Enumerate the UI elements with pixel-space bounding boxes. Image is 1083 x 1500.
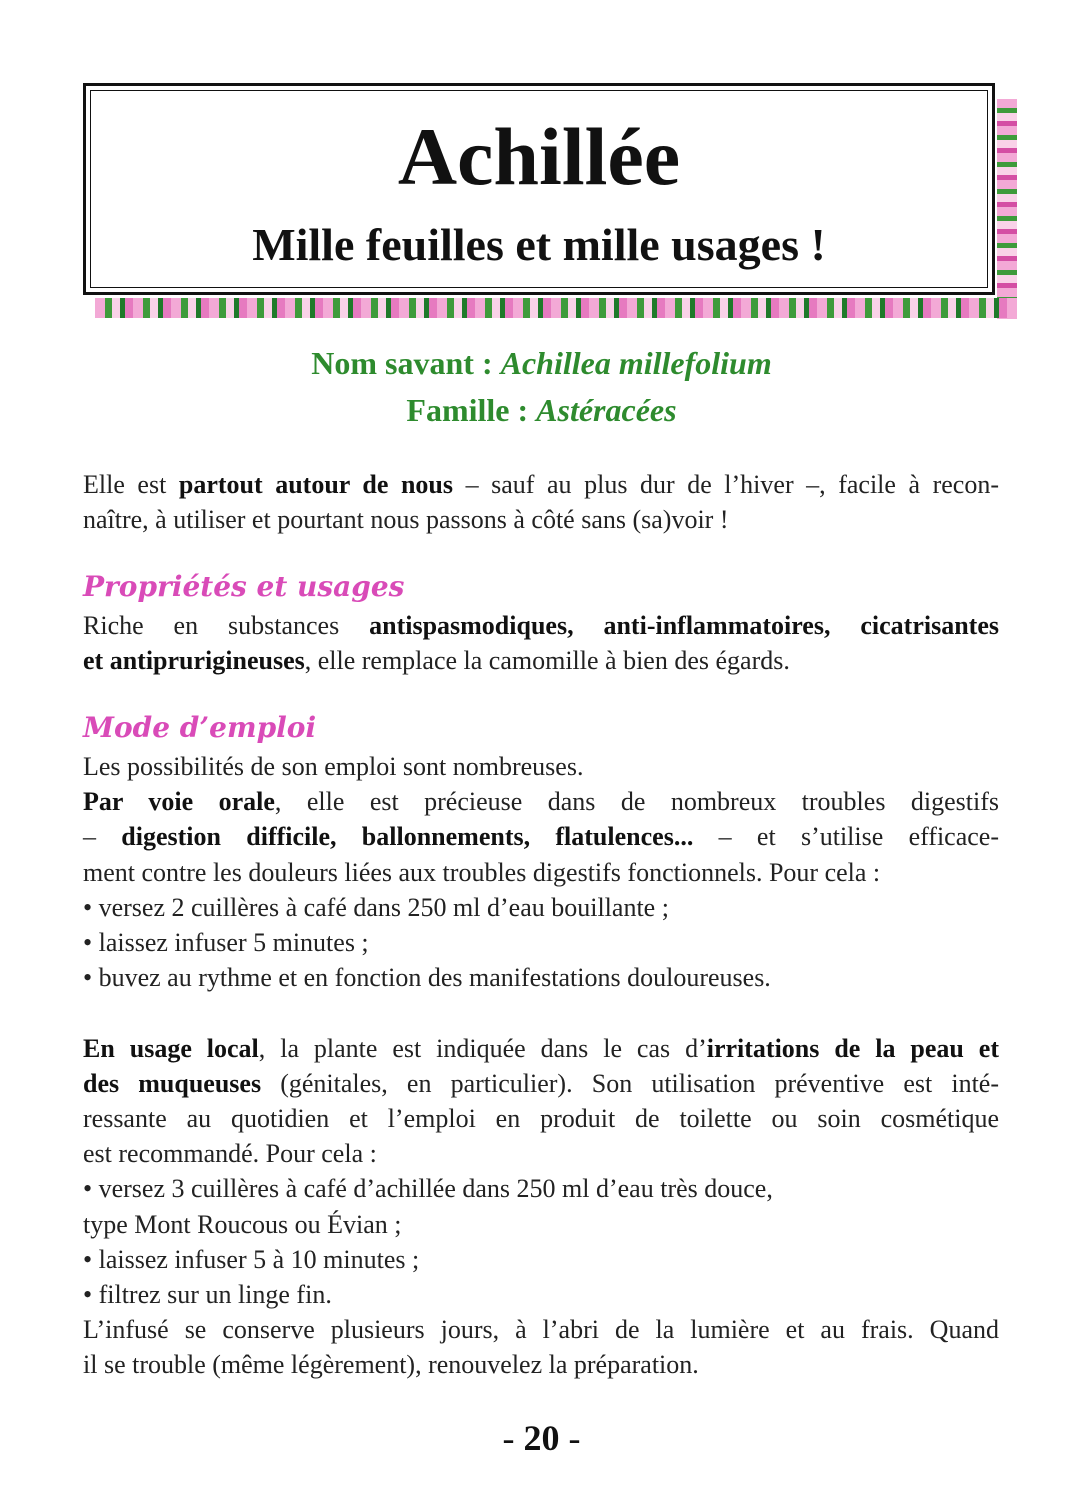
intro-line-2: naître, à utiliser et pourtant nous passons à côté sans (sa)voir ! [83,505,729,535]
properties-line-1 [83,608,999,643]
scientific-name-value: Achillea millefolium [500,345,772,381]
usage-body [83,749,999,1383]
page-title: Achillée [397,111,681,202]
local-line-2 [83,1066,999,1101]
family-value: Astéracées [536,392,677,428]
local-line-4: est recommandé. Pour cela : [83,1139,377,1169]
oral-line-3: ment contre les douleurs liées aux troubles digestifs fonctionnels. Pour cela : [83,857,881,887]
intro-bold: partout autour de nous [178,470,454,499]
page-number-dash: - [502,1418,524,1458]
local-line-1 [83,1031,999,1066]
properties-text: Riche en substances [83,611,370,640]
family-name [0,392,1083,429]
properties-bold: antispasmodiques, anti-inflammatoires, cicatrisantes [369,611,999,640]
local-bold: des muqueuses [83,1068,262,1098]
local-text: , la plante est indiquée dans le cas d’ [258,1033,707,1063]
properties-bold: et antiprurigineuses [83,646,305,676]
page-number-dash: - [559,1418,581,1458]
intro-line-1 [83,467,999,502]
intro-paragraph [83,467,999,537]
intro-text: Elle est [83,470,179,499]
page-number [0,1417,1083,1459]
properties-text: , elle remplace la camomille à bien des égards. [304,646,790,676]
list-item: type Mont Roucous ou Évian ; [83,1209,402,1239]
local-bold: En usage local [83,1033,259,1063]
title-block [83,83,1017,319]
family-label: Famille : [406,392,529,428]
oral-line-2 [83,819,999,854]
properties-line-2 [83,643,999,678]
list-item: • buvez au rythme et en fonction des manifestations douloureuses. [83,963,771,993]
list-item: • versez 2 cuillères à café dans 250 ml d’eau bouillante ; [83,892,669,922]
oral-text: – et s’utilise efficace- [693,822,999,852]
usage-intro: Les possibilités de son emploi sont nombreuses. [83,752,584,781]
oral-text: – [83,822,122,852]
oral-line-1 [83,784,999,819]
list-item: • laissez infuser 5 à 10 minutes ; [83,1244,420,1274]
oral-bold: Par voie orale [83,787,275,817]
title-box [83,83,995,295]
floral-border-bottom [95,298,1017,318]
scientific-name-label: Nom savant : [311,345,493,381]
conserve-line-2: il se trouble (même légèrement), renouvelez la préparation. [83,1350,699,1380]
conserve-line-1: L’infusé se conserve plusieurs jours, à l’abri de la lumière et au frais. Quand [83,1315,999,1345]
intro-text: – sauf au plus dur de l’hiver –, facile à recon- [453,470,999,499]
local-line-3: ressante au quotidien et l’emploi en produit de toilette ou soin cosmétique [83,1104,999,1134]
scientific-name [0,345,1083,382]
floral-border-right [997,99,1017,319]
page-subtitle: Mille feuilles et mille usages ! [252,219,826,270]
oral-bold: digestion difficile, ballonnements, flatulences... [121,822,694,852]
list-item: • filtrez sur un linge fin. [83,1280,332,1310]
oral-text: , elle est précieuse dans de nombreux troubles digestifs [274,787,999,817]
local-bold: irritations de la peau et [706,1033,999,1063]
list-item: • versez 3 cuillères à café d’achillée dans 250 ml d’eau très douce, [83,1174,773,1204]
page-number-value: 20 [523,1418,560,1458]
local-text: (génitales, en particulier). Son utilisation préventive est inté- [261,1068,999,1098]
properties-paragraph [83,608,999,678]
section-heading-properties: Propriétés et usages [83,570,405,603]
paragraph-gap [83,995,999,1030]
section-heading-usage: Mode d’emploi [83,711,317,744]
list-item: • laissez infuser 5 minutes ; [83,928,369,958]
